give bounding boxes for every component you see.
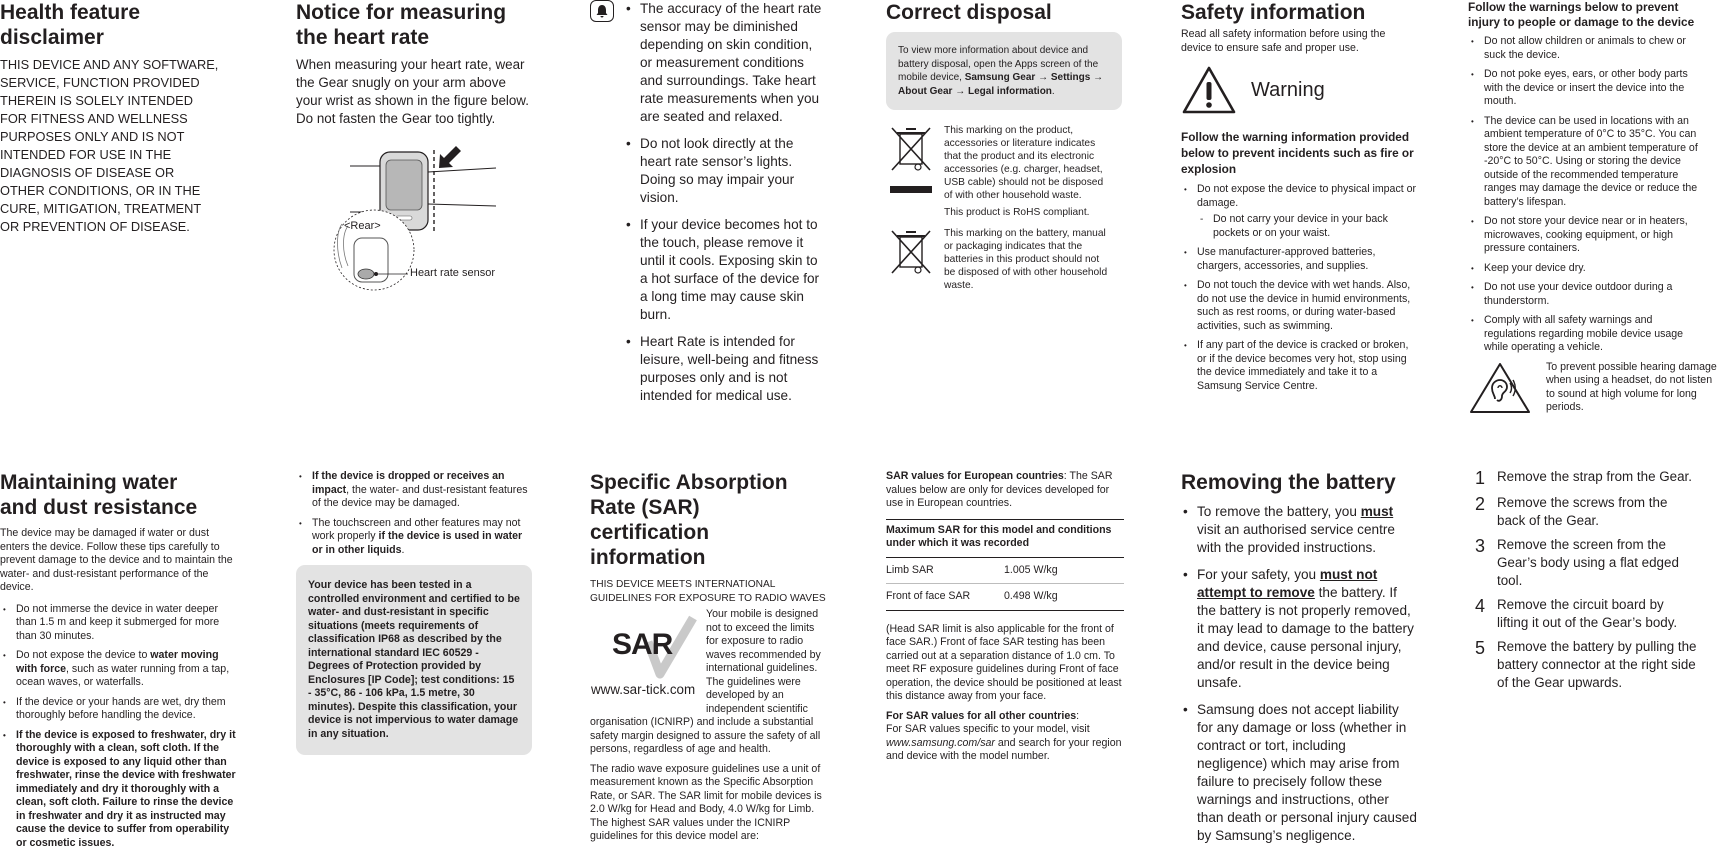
sar-values-section (886, 470, 1124, 764)
list-item: • Do not allow children or animals to chew or suck the device. (1468, 35, 1700, 62)
safety-list (1181, 183, 1419, 393)
heart-rate-figure (296, 142, 536, 292)
water-resistance-section (0, 470, 240, 856)
disposal-title: Correct disposal (886, 1, 1052, 24)
water-resistance-intro: The device may be damaged if water or dust enters the device. Follow these tips carefully to prevent damage to the device and to maintain the water- and dust-resistant performance of the device. (0, 527, 233, 593)
weee-bin-icon (886, 124, 944, 219)
sar-note: (Head SAR limit is also applicable for the front of face SAR.) Front of face SAR testing has been carried out at a separation distance of 1.0 cm. To meet RF exposure guidelines during Front of face operation, the device should be positioned at least this distance away from your face. (886, 622, 1122, 702)
warning-triangle-icon (1181, 65, 1237, 115)
table-row: Front of face SAR 0.498 W/kg (886, 590, 1058, 602)
list-item: • Do not use your device outdoor during a thunderstorm. (1468, 281, 1700, 308)
rohs-text: This product is RoHS compliant. (944, 207, 1090, 218)
list-item: • The touchscreen and other features may not work properly if the device is used in water or in other liquids. (296, 517, 532, 558)
battery-disposal-text: This marking on the battery, manual or packaging indicates that the batteries in this product should not be disposed of with other household waste. (944, 228, 1108, 291)
safety-title: Safety information (1181, 1, 1366, 24)
list-item: • Do not look directly at the heart rate sensor’s lights. Doing so may impair your vision. (624, 135, 822, 207)
rear-label: <Rear> (344, 220, 381, 232)
hearing-warning (1468, 361, 1725, 415)
step-text: Remove the strap from the Gear. (1497, 469, 1692, 484)
sar-title: Specific Absorption Rate (SAR) certification information (590, 471, 788, 569)
sar-side-text: Your mobile is designed not to exceed the limits for exposure to radio waves recommended by international guidelines. The guidelines were developed by an independent scientific (706, 608, 821, 715)
sar-link[interactable]: www.samsung.com/sar (886, 736, 995, 749)
step-number: 3 (1475, 536, 1486, 556)
list-item: • Do not poke eyes, ears, or other body parts with the device or insert the device into the mouth. (1468, 68, 1700, 109)
step-number: 4 (1475, 596, 1486, 616)
step-item (1475, 536, 1715, 590)
injury-heading: Follow the warnings below to prevent injury to people or damage to the device (1468, 0, 1695, 29)
list-item: • If the device is exposed to freshwater, dry it thoroughly with a clean, soft cloth. If the device is exposed to any liquid other than freshwater, rinse the device with freshwater immediately and dry it thoroughly with a clean, soft cloth. Failure to rinse the device in freshwater and dry it as instructed may cause the device to suffer from operability or cosmetic issues. (0, 729, 236, 851)
note-icon (590, 0, 614, 22)
list-item: • The accuracy of the heart rate sensor may be diminished depending on skin condition, or measurement conditions and surroundings. Take heart rate measurements when you are seated and relaxed. (624, 0, 822, 126)
list-item: • If your device becomes hot to the touch, please remove it until it cools. Exposing skin to a hot surface of the device for a long time may cause skin burn. (624, 216, 822, 324)
step-text: Remove the screws from the back of the Gear. (1497, 495, 1668, 528)
heart-rate-notice-title: Notice for measuring the heart rate (296, 1, 507, 49)
list-item: • Do not touch the device with wet hands. Also, do not use the device in humid environments, such as rest rooms, or during water-based activities, such as swimming. (1181, 279, 1419, 333)
battery-title: Removing the battery (1181, 471, 1396, 494)
list-item: • Samsung does not accept liability for any damage or loss (whether in contract or tort, including negligence) which may arise from failure to precisely follow these warnings and instructions, other than death or personal injury caused by Samsung’s negligence. (1181, 701, 1417, 845)
step-text: Remove the circuit board by lifting it out of the Gear’s body. (1497, 597, 1678, 630)
list-item: - Do not carry your device in your back pockets or on your waist. (1197, 213, 1419, 240)
injury-warnings-section (1468, 0, 1725, 415)
step-text: Remove the screen from the Gear’s body using a flat edged tool. (1497, 537, 1679, 588)
sar-table-head: Maximum SAR for this model and conditions under which it was recorded (886, 520, 1124, 558)
heart-rate-notice-section (296, 0, 536, 292)
warning-banner (1181, 65, 1421, 115)
step-item (1475, 468, 1715, 488)
battery-list (1181, 503, 1417, 845)
table-row: Limb SAR 1.005 W/kg (886, 558, 1124, 585)
health-disclaimer-section (0, 0, 240, 236)
hearing-warning-text: To prevent possible hearing damage when using a headset, do not listen to sound at high volume for long periods. (1546, 360, 1717, 413)
sar-logo-row (590, 608, 826, 716)
list-item: • If any part of the device is cracked or broken, or if the device becomes very hot, stop using the device immediately and take it to a Samsung Service Centre. (1181, 339, 1419, 393)
health-disclaimer-body: THIS DEVICE AND ANY SOFTWARE, SERVICE, FUNCTION PROVIDED THEREIN IS SOLELY INTENDED FOR FITNESS AND WELLNESS PURPOSES ONLY AND IS NOT INTENDED FOR USE IN THE DIAGNOSIS OF DISEASE OR OTHER CONDITIONS, OR IN THE CURE, MITIGATION, TREATMENT OR PREVENTION OF DISEASE. (0, 57, 219, 234)
water-resistance-list (0, 603, 236, 851)
product-disposal-row (886, 124, 1156, 219)
health-disclaimer-title: Health feature disclaimer (0, 1, 141, 49)
warning-label: Warning (1251, 78, 1325, 101)
sar-other-countries: For SAR values for all other countries: For SAR values specific to your model, visit www.samsung.com/sar and search for your region and device with the model number. (886, 709, 1122, 762)
list-item: • If the device is dropped or receives an impact, the water- and dust-resistant features of the device may be damaged. (296, 470, 532, 511)
list-item: • Comply with all safety warnings and regulations regarding mobile device usage while operating a vehicle. (1468, 314, 1700, 355)
step-text: Remove the battery by pulling the battery connector at the right side of the Gear upwards. (1497, 639, 1697, 690)
sar-continued-text: organisation (ICNIRP) and include a substantial safety margin designed to assure the safety of all persons, regardless of age and health. (590, 716, 821, 755)
sar-paragraph-2: The radio wave exposure guidelines use a unit of measurement known as the Specific Absorption Rate, or SAR. The SAR limit for mobile devices is 2.0 W/kg for Head and Body, 4.0 W/kg for Limb. The highest SAR values under the ICNIRP guidelines for this device model are: (590, 762, 822, 842)
list-item: • Do not expose the device to physical impact or damage. - Do not carry your device in your back pockets or on your waist. (1181, 183, 1419, 240)
step-item (1475, 494, 1715, 530)
heart-rate-notes-section (590, 0, 822, 414)
battery-disposal-row (886, 227, 1156, 292)
list-item: • To remove the battery, you must visit an authorised service centre with the provided instructions. (1181, 503, 1417, 557)
battery-steps-section (1475, 468, 1715, 698)
safety-intro: Read all safety information before using the device to ensure safe and proper use. (1181, 28, 1386, 54)
list-item: • Use manufacturer-approved batteries, chargers, accessories, and supplies. (1181, 246, 1419, 273)
sar-table (886, 519, 1124, 611)
product-disposal-text: This marking on the product, accessories or literature indicates that the product and its electronic accessories (e.g. charger, headset, USB cable) should not be disposed of with other household waste. (944, 125, 1104, 201)
safety-follow-heading: Follow the warning information provided below to prevent incidents such as fire or explosion (1181, 130, 1414, 176)
sar-caps: THIS DEVICE MEETS INTERNATIONAL GUIDELINES FOR EXPOSURE TO RADIO WAVES (590, 579, 826, 604)
list-item: • Do not expose the device to water moving with force, such as water running from a tap, ocean waves, or waterfalls. (0, 649, 236, 690)
list-item: • Keep your device dry. (1468, 262, 1700, 276)
heart-rate-sensor-label: Heart rate sensor (410, 267, 495, 279)
water-resistance-continued (296, 470, 536, 755)
step-number: 1 (1475, 468, 1486, 488)
step-number: 5 (1475, 638, 1486, 658)
safety-section (1181, 0, 1421, 399)
sar-url: www.sar-tick.com (591, 682, 696, 697)
hearing-warning-icon (1468, 361, 1532, 415)
list-item: • For your safety, you must not attempt to remove the battery. If the battery is not properly removed, it may lead to damage to the battery and device, cause personal injury, and/or result in the device being unsafe. (1181, 566, 1417, 692)
water-resistance-list-2 (296, 470, 532, 557)
battery-bin-icon (886, 227, 944, 292)
disposal-section (886, 0, 1156, 292)
water-resistance-title: Maintaining water and dust resistance (0, 471, 198, 519)
sar-logo (590, 608, 706, 704)
ip68-info-box: Your device has been tested in a controlled environment and certified to be water- and dust-resistant in specific situations (meets requirements of classification IP68 as described by the international standard IEC 60529 - Degrees of Protection provided by Enclosures [IP Code]; test conditions: 15 - 35°C, 86 - 106 kPa, 1.5 metre, 30 minutes). Despite this classification, your device is not impervious to water damage in any situation. (296, 565, 532, 755)
injury-list (1468, 35, 1700, 355)
disposal-info-box: To view more information about device and battery disposal, open the Apps screen of the mobile device, Samsung Gear → Settings → About Gear → Legal information. (886, 32, 1122, 110)
sar-eu-intro: SAR values for European countries: The SAR values below are only for devices developed for use in European countries. (886, 470, 1113, 509)
battery-section (1181, 470, 1421, 854)
list-item: • Do not immerse the device in water deeper than 1.5 m and keep it submerged for more than 30 minutes. (0, 603, 236, 644)
list-item: • Do not store your device near or in heaters, microwaves, cooking equipment, or high pressure containers. (1468, 215, 1700, 256)
heart-rate-notes-list (624, 0, 822, 405)
sar-section (590, 470, 826, 844)
list-item: • If the device or your hands are wet, dry them thoroughly before handling the device. (0, 696, 236, 723)
list-item: • Heart Rate is intended for leisure, well-being and fitness purposes only and is not intended for medical use. (624, 333, 822, 405)
sar-logo-text: SAR (612, 628, 673, 661)
list-item: • The device can be used in locations with an ambient temperature of 0°C to 35°C. You can store the device at an ambient temperature of -20°C to 50°C. Using or storing the device outside of the recommended temperature ranges may damage the device or reduce the battery’s lifespan. (1468, 115, 1700, 210)
step-number: 2 (1475, 494, 1486, 514)
step-item (1475, 638, 1715, 692)
heart-rate-notice-body: When measuring your heart rate, wear the Gear snugly on your arm above your wrist as shown in the figure below. Do not fasten the Gear too tightly. (296, 57, 529, 126)
step-item (1475, 596, 1715, 632)
